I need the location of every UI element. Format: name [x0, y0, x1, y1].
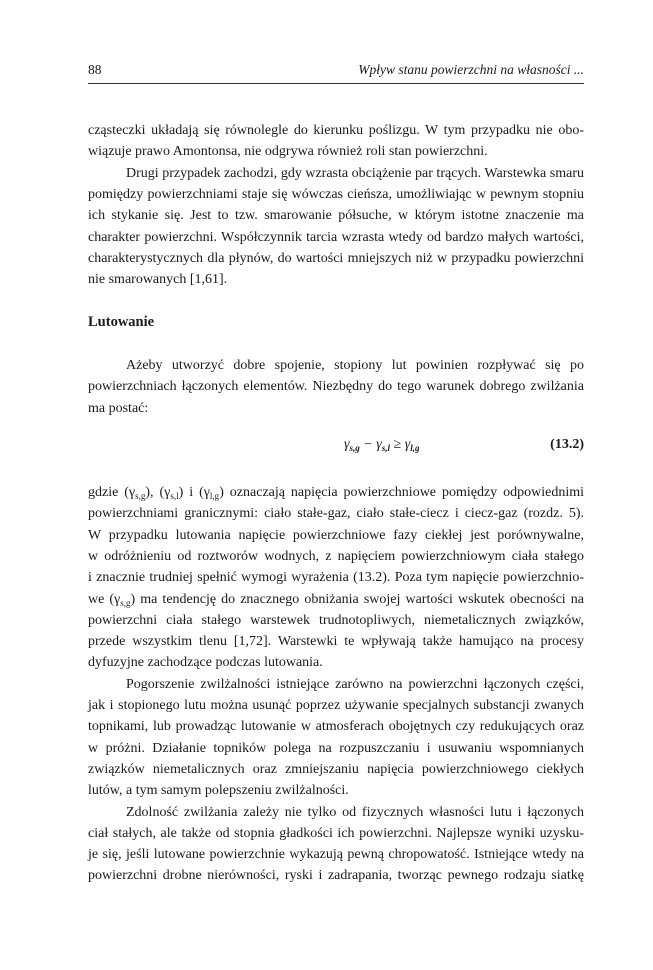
- text-line: lutów, a tym samym polepszeniu zwilżalności.: [88, 783, 349, 799]
- text-line: ich stykanie się. Jest to tzw. smarowanie półsuche, w którym istotne znaczenie ma: [88, 208, 584, 224]
- equation-formula: $\gamma_{s,g} - \gamma_{s,l} \ge \gamma_{l,g}$: [344, 437, 420, 453]
- running-title: Wpływ stanu powierzchni na własności ...: [358, 62, 584, 77]
- header-rule: [88, 83, 584, 84]
- text-line: nie smarowanych [1,61].: [88, 272, 228, 288]
- text-line: Ażeby utworzyć dobre spojenie, stopiony lut powinien rozpływać się po: [126, 358, 584, 373]
- text-line: topnikami, lub prowadząc lutowanie w atmosferach obojętnych czy redukujących oraz: [88, 719, 584, 735]
- text-line: Pogorszenie zwilżalności istniejące zarówno na powierzchni łączonych części,: [126, 676, 584, 692]
- equation-number: (13.2): [550, 437, 584, 452]
- text-line: je się, jeśli lutowane powierzchnie wykazują pewną chropowatość. Istniejące wtedy na: [88, 847, 584, 863]
- text-line: charakterystycznych dla płynów, do wartości mniejszych niż w przypadku powierzchni: [88, 250, 584, 266]
- text-line: jak i stopionego lutu można usunąć poprzez używanie specjalnych substancji zwanych: [88, 698, 584, 713]
- text-line: charakter powierzchni. Współczynnik tarcia wzrasta wtedy od bardzo małych wartości,: [88, 229, 584, 245]
- text-line: ciał stałych, ale także od stopnia gładkości ich powierzchni. Najlepsze wyniki uzysku-: [88, 825, 584, 841]
- running-header: [88, 62, 584, 82]
- text-line: dyfuzyjne zachodzące podczas lutowania.: [88, 655, 323, 671]
- text-line: W przypadku lutowania napięcie powierzchniowe fazy ciekłej jest porównywalne,: [88, 527, 584, 543]
- text-line: powierzchniami granicznymi: ciało stałe-gaz, ciało stałe-ciecz i ciecz-gaz (rozdz. 5).: [88, 506, 584, 522]
- text-line: przede wszystkim tlenu [1,72]. Warstewki te wpływają także hamująco na procesy: [88, 634, 584, 650]
- text-line: powierzchni drobne nierówności, ryski i zadrapania, tworząc pewnego rodzaju siatkę: [88, 868, 584, 884]
- section-heading: Lutowanie: [88, 314, 155, 330]
- text-line: powierzchni ciała stałego warstewek trudnotopliwych, niemetalicznych związków,: [88, 612, 584, 628]
- text-line: we $(\gamma_{s,g})$ ma tendencję do znacznego obniżania swojej wartości wskutek obecności na: [88, 591, 584, 608]
- text-line: gdzie $(\gamma_{s,g})$, $(\gamma_{s,l})$ i $(\gamma_{l,g})$ oznaczają napięcia powierzchniowe pomiędzy odpowiednimi: [88, 485, 585, 501]
- page-number: 88: [88, 62, 102, 77]
- text-line: ma postać:: [88, 400, 149, 416]
- text-line: powierzchniach łączonych elementów. Niezbędny do tego warunek dobrego zwilżania: [88, 379, 584, 395]
- text-line: i znacznie trudniej spełnić wymogi wyrażenia (13.2). Poza tym napięcie powierzchnio-: [88, 570, 584, 586]
- text-line: w odróżnieniu od roztworów wodnych, z napięciem powierzchniowym ciała stałego: [88, 548, 584, 564]
- text-line: Drugi przypadek zachodzi, gdy wzrasta obciążenie par trących. Warstewka smaru: [126, 165, 584, 181]
- text-line: w próżni. Działanie topników polega na rozpuszczaniu i usuwaniu wspomnianych: [88, 740, 584, 756]
- text-line: pomiędzy powierzchniami staje się wówczas cieńsza, umożliwiając w pewnym stopniu: [88, 186, 584, 202]
- text-line: Zdolność zwilżania zależy nie tylko od fizycznych własności lutu i łączonych: [126, 804, 584, 820]
- text-line: wiązuje prawo Amontonsa, nie odgrywa również roli stan powierzchni.: [88, 144, 488, 160]
- text-line: cząsteczki układają się równolegle do kierunku poślizgu. W tym przypadku nie obo-: [88, 123, 584, 138]
- text-line: związków niemetalicznych oraz zmniejszaniu napięcia powierzchniowego ciekłych: [88, 761, 584, 777]
